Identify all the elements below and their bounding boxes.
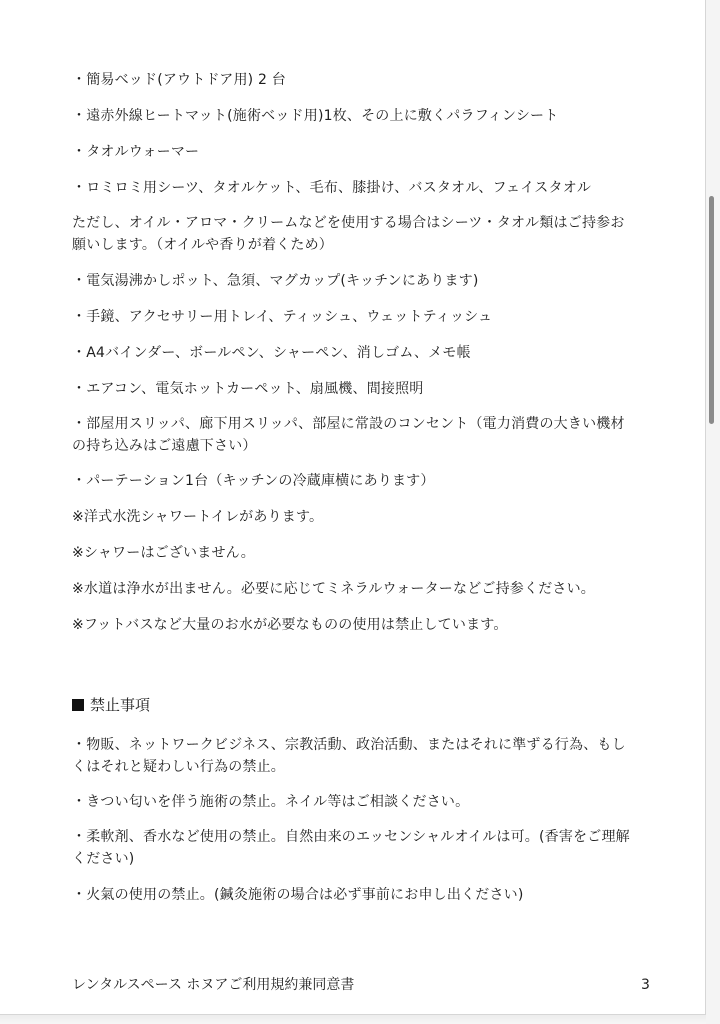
section-heading-prohibited <box>72 695 150 715</box>
prohibited-item-odor: ・きつい匂いを伴う施術の禁止。ネイル等はご相談ください。 <box>72 794 470 810</box>
equipment-item-towel-warmer: ・タオルウォーマー <box>72 144 200 160</box>
equipment-item-stationery: ・A4バインダー、ボールペン、シャーペン、消しゴム、メモ帳 <box>72 345 471 361</box>
equipment-item-partition: ・パーテーション1台（キッチンの冷蔵庫横にあります） <box>72 473 435 489</box>
equipment-item-mirror: ・手鏡、アクセサリー用トレイ、ティッシュ、ウェットティッシュ <box>72 309 493 325</box>
equipment-note-line-2: 願いします。（オイルや香りが着くため） <box>72 237 333 253</box>
page-bottom-edge <box>0 1015 706 1024</box>
prohibited-item-fire: ・火氣の使用の禁止。(鍼灸施術の場合は必ず事前にお申し出ください) <box>72 887 524 903</box>
equipment-item-slippers-line-2: の持ち込みはご遠慮下さい） <box>72 438 257 454</box>
equipment-item-kettle: ・電気湯沸かしポット、急須、マグカップ(キッチンにあります) <box>72 273 479 289</box>
equipment-item-heat-mat: ・遠赤外線ヒートマット(施術ベッド用)1枚、その上に敷くパラフィンシート <box>72 108 559 124</box>
note-water: ※水道は浄水が出ません。必要に応じてミネラルウォーターなどご持参ください。 <box>72 581 595 597</box>
prohibited-item-sales-line-1: ・物販、ネットワークビジネス、宗教活動、政治活動、またはそれに準ずる行為、もし <box>72 737 626 753</box>
prohibited-item-fragrance-line-2: ください) <box>72 851 135 867</box>
page-number: 3 <box>641 977 650 993</box>
page-right-gutter <box>706 0 720 1024</box>
note-toilet: ※洋式水洗シャワートイレがあります。 <box>72 509 324 525</box>
equipment-note-line-1: ただし、オイル・アロマ・クリームなどを使用する場合はシーツ・タオル類はご持参お <box>72 215 625 231</box>
section-heading-label: 禁止事項 <box>90 696 151 714</box>
footer-document-title: レンタルスペース ホヌアご利用規約兼同意書 <box>72 977 355 993</box>
equipment-item-linens: ・ロミロミ用シーツ、タオルケット、毛布、膝掛け、バスタオル、フェイスタオル <box>72 180 592 196</box>
prohibited-item-fragrance-line-1: ・柔軟剤、香水など使用の禁止。自然由来のエッセンシャルオイルは可。(香害をご理解 <box>72 829 630 845</box>
equipment-item-aircon: ・エアコン、電気ホットカーペット、扇風機、間接照明 <box>72 381 424 397</box>
equipment-item-slippers-line-1: ・部屋用スリッパ、廊下用スリッパ、部屋に常設のコンセント（電力消費の大きい機材 <box>72 416 625 432</box>
vertical-scrollbar-thumb[interactable] <box>709 196 714 424</box>
black-square-bullet-icon <box>72 699 84 711</box>
note-shower: ※シャワーはございません。 <box>72 545 255 561</box>
equipment-item-bed: ・簡易ベッド(アウトドア用) 2 台 <box>72 72 286 88</box>
prohibited-item-sales-line-2: くはそれと疑わしい行為の禁止。 <box>72 759 285 775</box>
note-footbath: ※フットバスなど大量のお水が必要なものの使用は禁止しています。 <box>72 617 508 633</box>
